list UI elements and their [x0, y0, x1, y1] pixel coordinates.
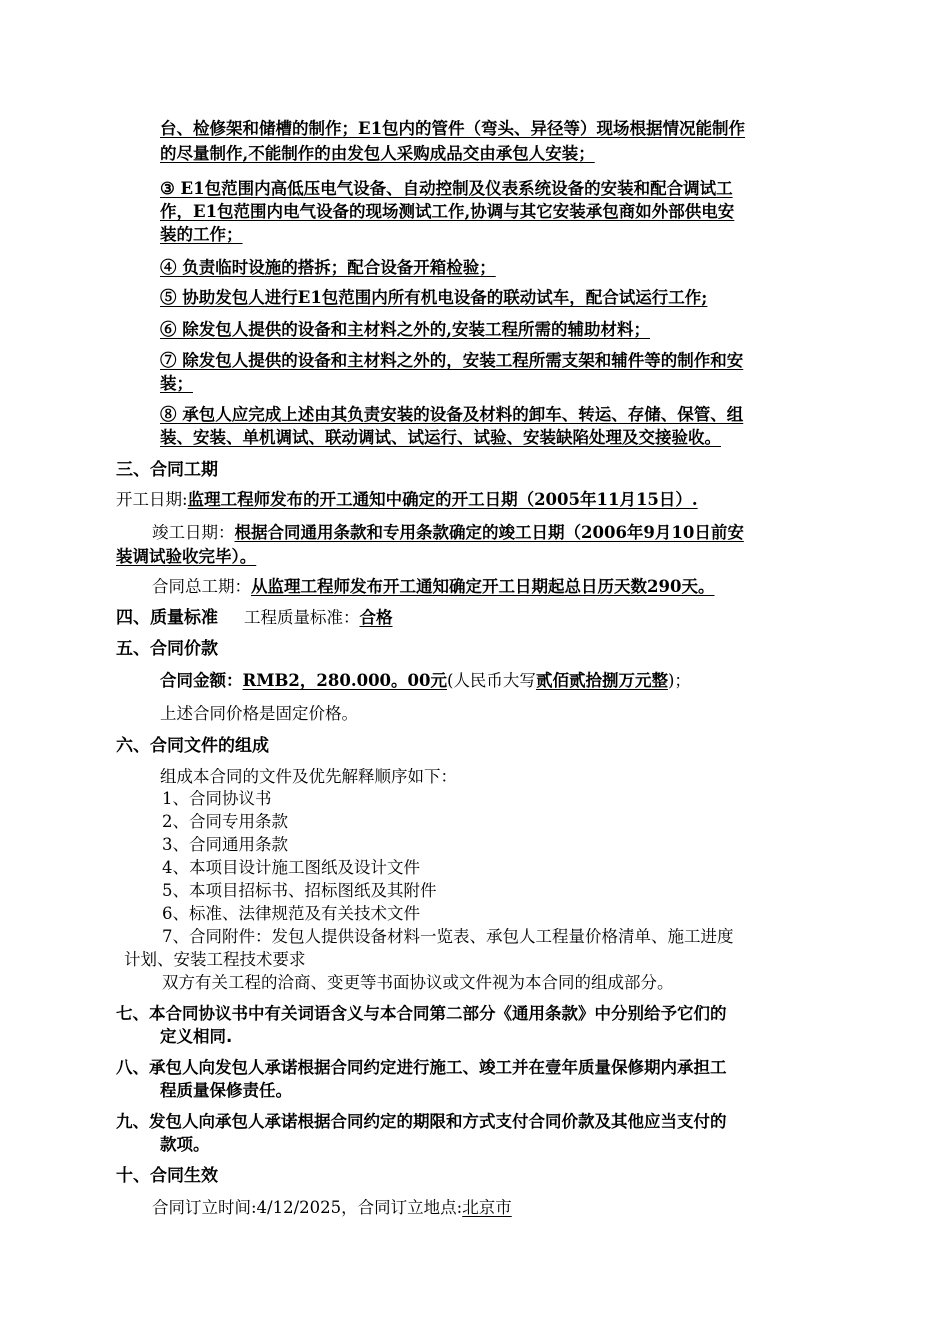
total-duration-value: 从监理工程师发布开工通知确定开工日期起总日历天数290天。	[251, 577, 715, 596]
scope-item-7-line-2: 装；	[160, 374, 193, 393]
document-item-6: 6、标准、法律规范及有关技术文件	[162, 904, 420, 923]
scope-item-2-line-1: 台、检修架和储槽的制作；E1包内的管件（弯头、异径等）现场根据情况能制作	[160, 119, 746, 138]
scope-item-4: ④ 负责临时设施的搭拆；配合设备开箱检验；	[160, 258, 496, 277]
amount-label: 合同金额：	[160, 671, 243, 690]
document-item-4: 4、本项目设计施工图纸及设计文件	[162, 858, 420, 877]
scope-item-8-line-1: ⑧ 承包人应完成上述由其负责安装的设备及材料的卸车、转运、存储、保管、组	[160, 405, 744, 424]
document-item-2: 2、合同专用条款	[162, 812, 288, 831]
scope-item-3-line-3: 装的工作；	[160, 225, 243, 244]
scope-item-3-line-2: 作，E1包范围内电气设备的现场测试工作,协调与其它安装承包商如外部供电安	[160, 202, 735, 221]
section-5-heading: 五、合同价款	[116, 639, 218, 659]
documents-note: 双方有关工程的洽商、变更等书面协议或文件视为本合同的组成部分。	[162, 973, 674, 992]
total-duration-line	[152, 576, 714, 598]
document-item-1: 1、合同协议书	[162, 789, 272, 808]
scope-item-3-line-1: ③ E1包范围内高低压电气设备、自动控制及仪表系统设备的安装和配合调试工	[160, 179, 733, 198]
section-4-heading: 四、质量标准	[116, 608, 218, 628]
section-7-line-2: 定义相同.	[160, 1027, 233, 1046]
amount-mid: (人民币大写	[447, 671, 536, 690]
document-item-3: 3、合同通用条款	[162, 835, 288, 854]
signing-line	[152, 1197, 512, 1219]
amount-value: RMB2，280.000。00元	[242, 671, 447, 690]
contract-amount-line	[160, 670, 691, 692]
start-date-label: 开工日期:	[116, 490, 188, 509]
section-3-heading: 三、合同工期	[116, 460, 218, 480]
start-date-line	[116, 489, 698, 511]
section-8-line-1: 八、承包人向发包人承诺根据合同约定进行施工、竣工并在壹年质量保修期内承担工	[116, 1058, 727, 1077]
scope-item-8-line-2: 装、安装、单机调试、联动调试、试运行、试验、安装缺陷处理及交接验收。	[160, 428, 721, 447]
finish-date-value-1: 根据合同通用条款和专用条款确定的竣工日期（2006年9月10日前安	[234, 523, 744, 542]
finish-date-label: 竣工日期：	[152, 523, 235, 542]
signing-place: 北京市	[462, 1198, 512, 1217]
section-7-line-1: 七、本合同协议书中有关词语含义与本合同第二部分《通用条款》中分别给予它们的	[116, 1004, 727, 1023]
document-item-7-line-2: 计划、安装工程技术要求	[124, 950, 306, 969]
section-8-line-2: 程质量保修责任。	[160, 1081, 292, 1100]
quality-value: 合格	[359, 608, 393, 627]
scope-item-7-line-1: ⑦ 除发包人提供的设备和主材料之外的，安装工程所需支架和辅件等的制作和安	[160, 351, 744, 370]
section-10-heading: 十、合同生效	[116, 1166, 218, 1186]
section-6-heading: 六、合同文件的组成	[116, 736, 269, 756]
amount-words: 贰佰贰拾捌万元整	[535, 671, 668, 690]
quality-label: 工程质量标准：	[244, 608, 360, 627]
document-item-7-line-1: 7、合同附件：发包人提供设备材料一览表、承包人工程量价格清单、施工进度	[162, 927, 734, 946]
start-date-value: 监理工程师发布的开工通知中确定的开工日期（2005年11月15日）.	[187, 490, 698, 509]
scope-item-6: ⑥ 除发包人提供的设备和主材料之外的,安装工程所需的辅助材料；	[160, 320, 650, 339]
fixed-price-note: 上述合同价格是固定价格。	[160, 704, 358, 723]
scope-item-5: ⑤ 协助发包人进行E1包范围内所有机电设备的联动试车，配合试运行工作;	[160, 288, 708, 307]
amount-end: )；	[667, 671, 691, 690]
section-9-line-1: 九、发包人向承包人承诺根据合同约定的期限和方式支付合同价款及其他应当支付的	[116, 1112, 727, 1131]
finish-date-line-1	[152, 522, 744, 544]
section-9-line-2: 款项。	[160, 1135, 210, 1154]
section-4-line	[116, 607, 393, 629]
total-duration-label: 合同总工期：	[152, 577, 251, 596]
documents-intro: 组成本合同的文件及优先解释顺序如下：	[160, 767, 457, 786]
signing-time-label: 合同订立时间:4/12/2025，合同订立地点:	[152, 1198, 463, 1217]
document-item-5: 5、本项目招标书、招标图纸及其附件	[162, 881, 437, 900]
finish-date-value-2: 装调试验收完毕）。	[116, 547, 257, 566]
scope-item-2-line-2: 的尽量制作,不能制作的由发包人采购成品交由承包人安装；	[160, 144, 595, 163]
